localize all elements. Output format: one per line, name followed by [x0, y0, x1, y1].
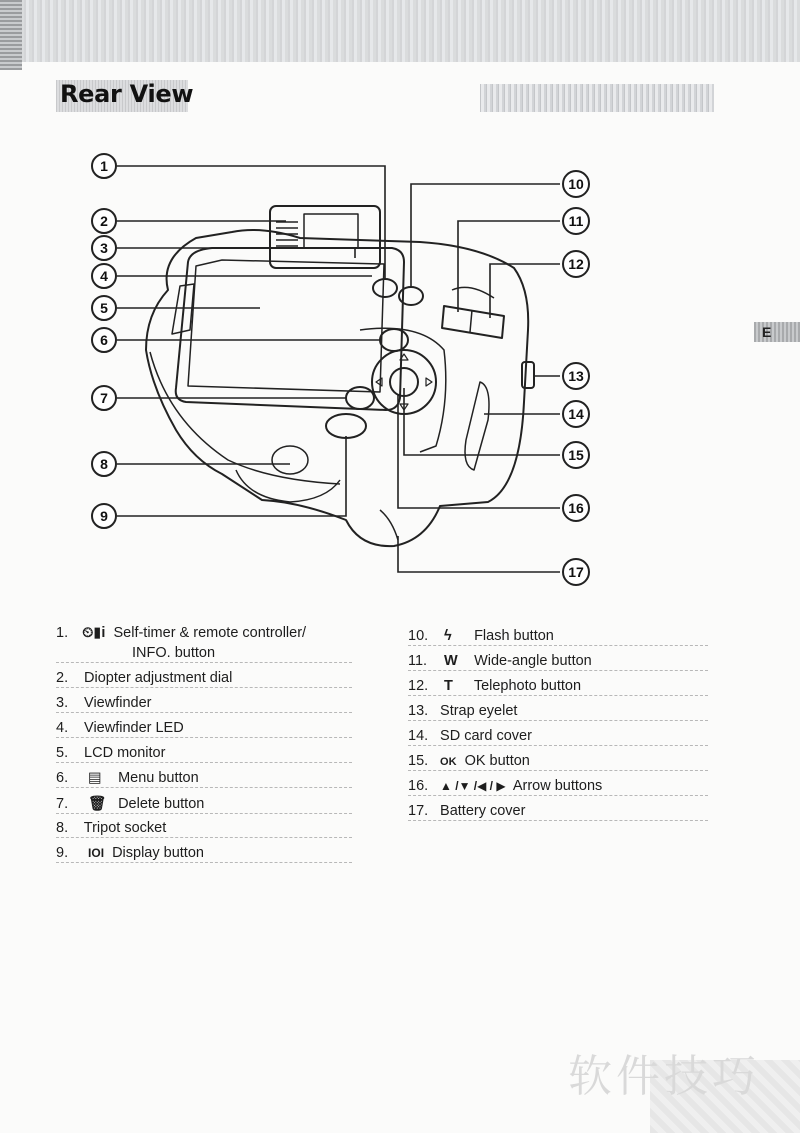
scan-edge — [0, 0, 22, 70]
tripod-socket — [272, 446, 308, 474]
legend-item-5 — [56, 745, 352, 763]
legend-item-1 — [56, 625, 352, 642]
legend-text: Tripot socket — [83, 820, 167, 836]
viewfinder-housing — [270, 206, 380, 268]
menu-button — [380, 329, 408, 351]
legend-item-8 — [56, 820, 352, 838]
legend-item-11 — [408, 653, 708, 671]
legend-item-13 — [408, 703, 708, 721]
language-tab-label: E — [762, 324, 772, 340]
legend-text: OK button — [464, 753, 530, 769]
legend-num: 9. — [56, 845, 69, 861]
selftimer-button — [373, 279, 397, 297]
legend-text: Menu button — [118, 770, 199, 786]
callout-4: 4 — [100, 268, 108, 284]
callout-15: 15 — [568, 447, 584, 463]
callout-8: 8 — [100, 456, 108, 472]
legend-num: 12. — [408, 678, 429, 694]
legend-num: 3. — [56, 695, 69, 711]
telephoto-icon: T — [444, 678, 453, 694]
legend-text: Display button — [112, 845, 204, 861]
callout-14: 14 — [568, 406, 584, 422]
diopter-dial — [276, 222, 298, 246]
legend-text: Diopter adjustment dial — [84, 670, 233, 686]
zoom-rocker — [442, 306, 504, 338]
callout-7: 7 — [100, 390, 108, 406]
callout-16: 16 — [568, 500, 584, 516]
legend-num: 4. — [56, 720, 69, 736]
callout-6: 6 — [100, 332, 108, 348]
strap-eyelet — [522, 362, 534, 388]
callout-10: 10 — [568, 176, 584, 192]
delete-button — [346, 387, 374, 409]
trash-icon: 🗑 — [88, 796, 107, 812]
page-title: Rear View — [60, 80, 194, 108]
callout-17: 17 — [568, 564, 584, 580]
display-button — [326, 414, 366, 438]
legend-item-1-continued — [56, 645, 352, 663]
legend-text: Arrow buttons — [512, 778, 603, 794]
legend-text: Flash button — [474, 628, 554, 644]
legend-text: LCD monitor — [84, 745, 166, 761]
legend-num: 11. — [408, 653, 428, 669]
legend-text: INFO. button — [132, 645, 216, 661]
legend-num: 15. — [408, 753, 429, 769]
battery-cover — [380, 510, 398, 540]
scan-top-band — [0, 0, 800, 62]
arrow-keys-icon: ▲ /▼ /◀ / ▶ — [440, 779, 506, 793]
legend-num: 5. — [56, 745, 69, 761]
callout-2: 2 — [100, 213, 108, 229]
legend-text: Telephoto button — [473, 678, 582, 694]
flash-icon: ϟ — [444, 628, 452, 644]
legend-item-3 — [56, 695, 352, 713]
legend-item-4 — [56, 720, 352, 738]
sd-card-cover — [465, 382, 489, 470]
legend-text: Viewfinder LED — [84, 720, 184, 736]
legend-num: 8. — [56, 820, 69, 836]
legend-item-12 — [408, 678, 708, 696]
legend-num: 10. — [408, 628, 429, 644]
callout-1: 1 — [100, 158, 108, 174]
header-strip — [480, 84, 714, 112]
legend-item-7 — [56, 795, 352, 814]
callout-5: 5 — [100, 300, 108, 316]
legend-item-17 — [408, 803, 708, 821]
legend-text: Delete button — [118, 796, 205, 812]
legend-num: 17. — [408, 803, 429, 819]
legend-item-10 — [408, 628, 708, 646]
display-icon: IOI — [88, 846, 105, 860]
legend-num: 1. — [56, 625, 69, 641]
legend-text: Viewfinder — [84, 695, 152, 711]
camera-body — [146, 230, 528, 546]
wide-angle-icon: W — [444, 653, 458, 669]
callout-13: 13 — [568, 368, 584, 384]
legend-text: Battery cover — [440, 803, 526, 819]
legend-item-14 — [408, 728, 708, 746]
legend-num: 7. — [56, 796, 69, 812]
legend-text: SD card cover — [440, 728, 532, 744]
legend-num: 2. — [56, 670, 69, 686]
callout-3: 3 — [100, 240, 108, 256]
callout-11: 11 — [568, 213, 584, 229]
legend-text: Self-timer & remote controller/ — [113, 625, 307, 641]
legend-item-6 — [56, 770, 352, 788]
callout-12: 12 — [568, 256, 584, 272]
legend-item-9 — [56, 845, 352, 863]
watermark-text: 软件技巧 — [568, 1051, 760, 1102]
legend-num: 16. — [408, 778, 429, 794]
legend-text: Wide-angle button — [474, 653, 592, 669]
menu-icon: ▤ — [88, 770, 102, 786]
legend-item-15 — [408, 753, 708, 771]
viewfinder-window — [304, 214, 358, 248]
selftimer-info-icon: ⏲▮i — [82, 625, 106, 641]
legend-item-2 — [56, 670, 352, 688]
callout-9: 9 — [100, 508, 108, 524]
ok-icon: OK — [440, 756, 457, 768]
lcd-screen — [188, 260, 384, 392]
legend-num: 14. — [408, 728, 429, 744]
legend-item-16 — [408, 778, 708, 796]
legend-num: 6. — [56, 770, 69, 786]
legend-num: 13. — [408, 703, 429, 719]
camera-rear-diagram — [0, 140, 800, 600]
legend-text: Strap eyelet — [440, 703, 518, 719]
